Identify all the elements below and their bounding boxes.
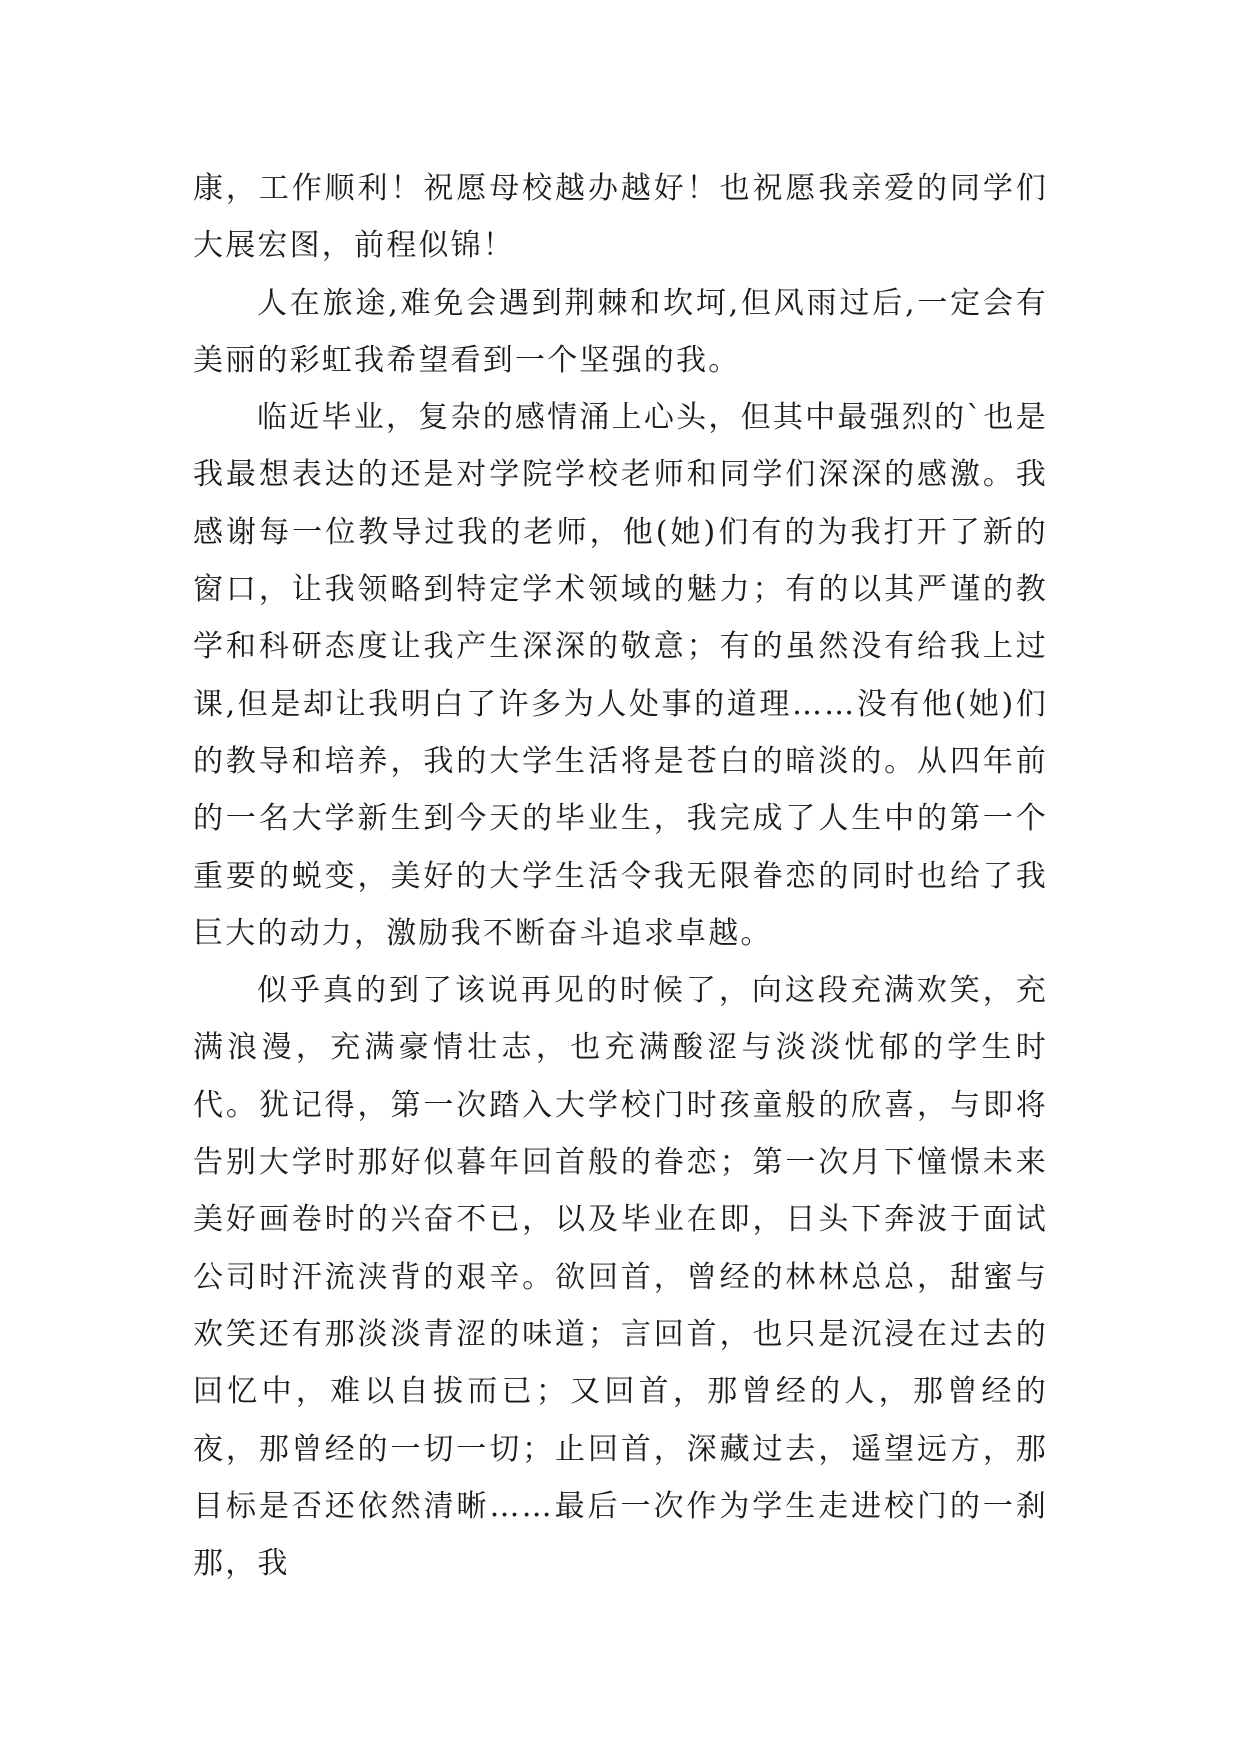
paragraph-farewell: 似乎真的到了该说再见的时候了，向这段充满欢笑，充满浪漫，充满豪情壮志，也充满酸涩与淡淡忧郁的学生时代。犹记得，第一次踏入大学校门时孩童般的欣喜，与即将告别大学时那好似暮年回首般的眷恋；第一次月下憧憬未来美好画卷时的兴奋不已，以及毕业在即，日头下奔波于面试公司时汗流浃背的艰辛。欲回首，曾经的林林总总，甜蜜与欢笑还有那淡淡青涩的味道；言回首，也只是沉浸在过去的回忆中，难以自拔而已；又回首，那曾经的人，那曾经的夜，那曾经的一切一切；止回首，深藏过去，遥望远方，那目标是否还依然清晰……最后一次作为学生走进校门的一刹那，我 xyxy=(193,973,1048,1582)
paragraph-closing-wishes: 康，工作顺利！祝愿母校越办越好！也祝愿我亲爱的同学们大展宏图，前程似锦！ xyxy=(193,171,1048,264)
paragraph-rainbow: 人在旅途,难免会遇到荆棘和坎坷,但风雨过后,一定会有美丽的彩虹我希望看到一个坚强的我。 xyxy=(193,285,1048,378)
paragraph-gratitude: 临近毕业，复杂的感情涌上心头，但其中最强烈的`也是我最想表达的还是对学院学校老师和同学们深深的感激。我感谢每一位教导过我的老师，他(她)们有的为我打开了新的窗口，让我领略到特定学术领域的魅力；有的以其严谨的教学和科研态度让我产生深深的敬意；有的虽然没有给我上过课,但是却让我明白了许多为人处事的道理……没有他(她)们的教导和培养，我的大学生活将是苍白的暗淡的。从四年前的一名大学新生到今天的毕业生，我完成了人生中的第一个重要的蜕变，美好的大学生活令我无限眷恋的同时也给了我巨大的动力，激励我不断奋斗追求卓越。 xyxy=(193,400,1048,951)
document-body xyxy=(193,160,1048,1592)
